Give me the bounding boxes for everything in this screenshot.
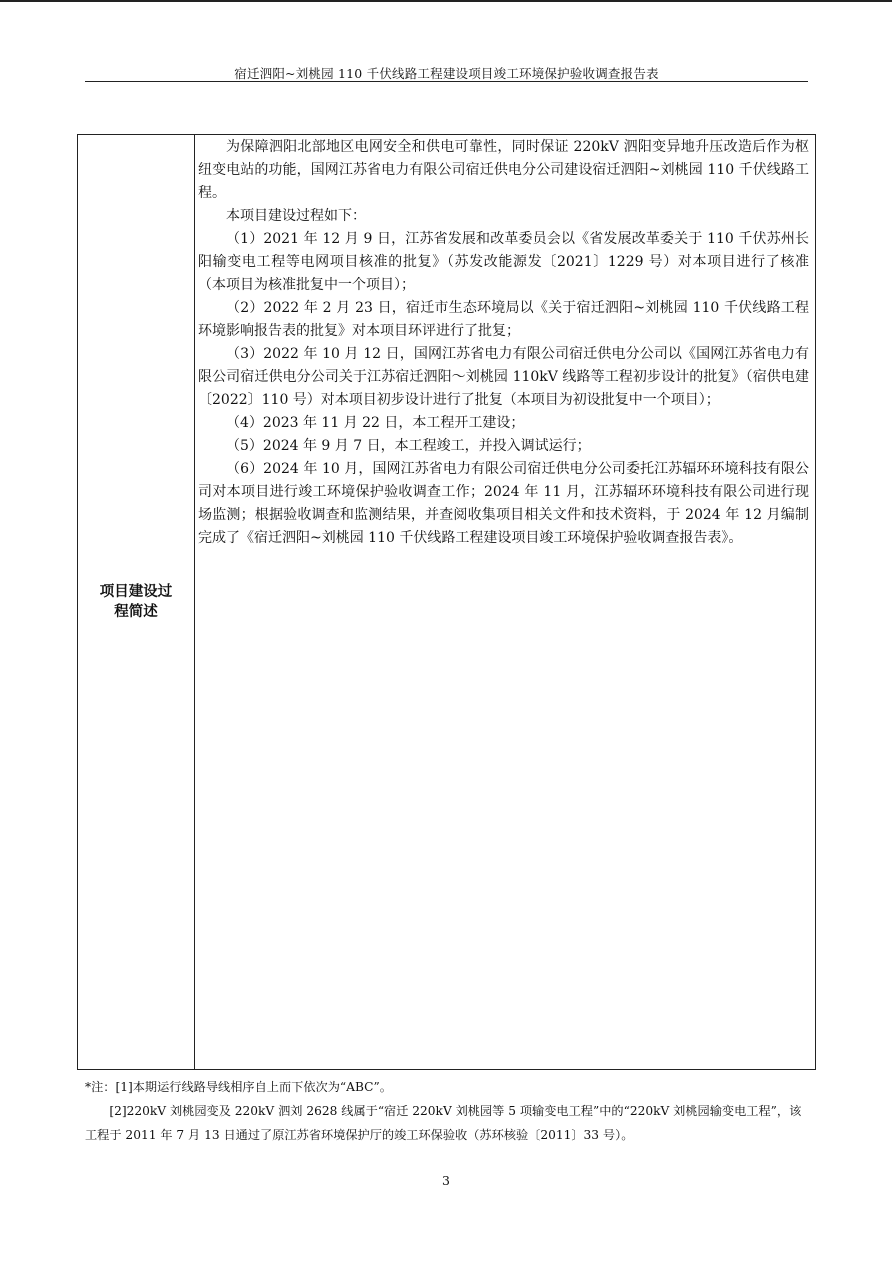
project-construction-table (77, 134, 816, 1070)
paragraph-step-3: （3）2022 年 10 月 12 日，国网江苏省电力有限公司宿迁供电分公司以《国网江苏省电力有限公司宿迁供电分公司关于江苏宿迁泗阳～刘桃园 110kV 线路等工程初步设计的批复》（宿供电建〔2022〕110 号）对本项目初步设计进行了批复（本项目为初设批复中一个项目）； (198, 346, 809, 408)
paragraph-step-4: （4）2023 年 11 月 22 日，本工程开工建设； (226, 415, 525, 431)
paragraph-step-1: （1）2021 年 12 月 9 日，江苏省发展和改革委员会以《省发展改革委关于 110 千伏苏州长阳输变电工程等电网项目核准的批复》（苏发改能源发〔2021〕1229 号）对本项目进行了核准（本项目为核准批复中一个项目）； (198, 231, 809, 293)
content-cell (198, 135, 809, 550)
row-label-cell (78, 135, 195, 1069)
footnotes (85, 1075, 810, 1147)
report-header: 宿迁泗阳~刘桃园 110 千伏线路工程建设项目竣工环境保护验收调查报告表 (234, 66, 659, 81)
footnote-2: [2]220kV 刘桃园变及 220kV 泗刘 2628 线属于“宿迁 220kV 刘桃园等 5 项输变电工程”中的“220kV 刘桃园输变电工程”，该工程于 2011 年 7 月 13 日通过了原江苏省环境保护厅的竣工环保验收（苏环核验〔2011〕33 号）。 (85, 1104, 802, 1142)
page-number: 3 (442, 1173, 450, 1188)
footnote-1: *注：[1]本期运行线路导线相序自上而下依次为“ABC”。 (85, 1080, 392, 1094)
header-rule (85, 81, 808, 82)
paragraph-intro: 为保障泗阳北部地区电网安全和供电可靠性，同时保证 220kV 泗阳变异地升压改造后作为枢纽变电站的功能，国网江苏省电力有限公司宿迁供电分公司建设宿迁泗阳~刘桃园 110 千伏线路工程。 (198, 139, 809, 201)
row-label: 项目建设过程简述 (99, 584, 173, 620)
paragraph-step-6: （6）2024 年 10 月，国网江苏省电力有限公司宿迁供电分公司委托江苏辐环环境科技有限公司对本项目进行竣工环境保护验收调查工作；2024 年 11 月，江苏辐环环境科技有限公司进行现场监测；根据验收调查和监测结果，并查阅收集项目相关文件和技术资料，于 2024 年 12 月编制完成了《宿迁泗阳~刘桃园 110 千伏线路工程建设项目竣工环境保护验收调查报告表》。 (198, 461, 809, 546)
paragraph-step-2: （2）2022 年 2 月 23 日，宿迁市生态环境局以《关于宿迁泗阳~刘桃园 110 千伏线路工程环境影响报告表的批复》对本项目环评进行了批复； (198, 300, 809, 339)
paragraph-process-heading: 本项目建设过程如下： (226, 208, 366, 224)
page-top-border (0, 0, 892, 2)
paragraph-step-5: （5）2024 年 9 月 7 日，本工程竣工，并投入调试运行； (226, 438, 591, 454)
